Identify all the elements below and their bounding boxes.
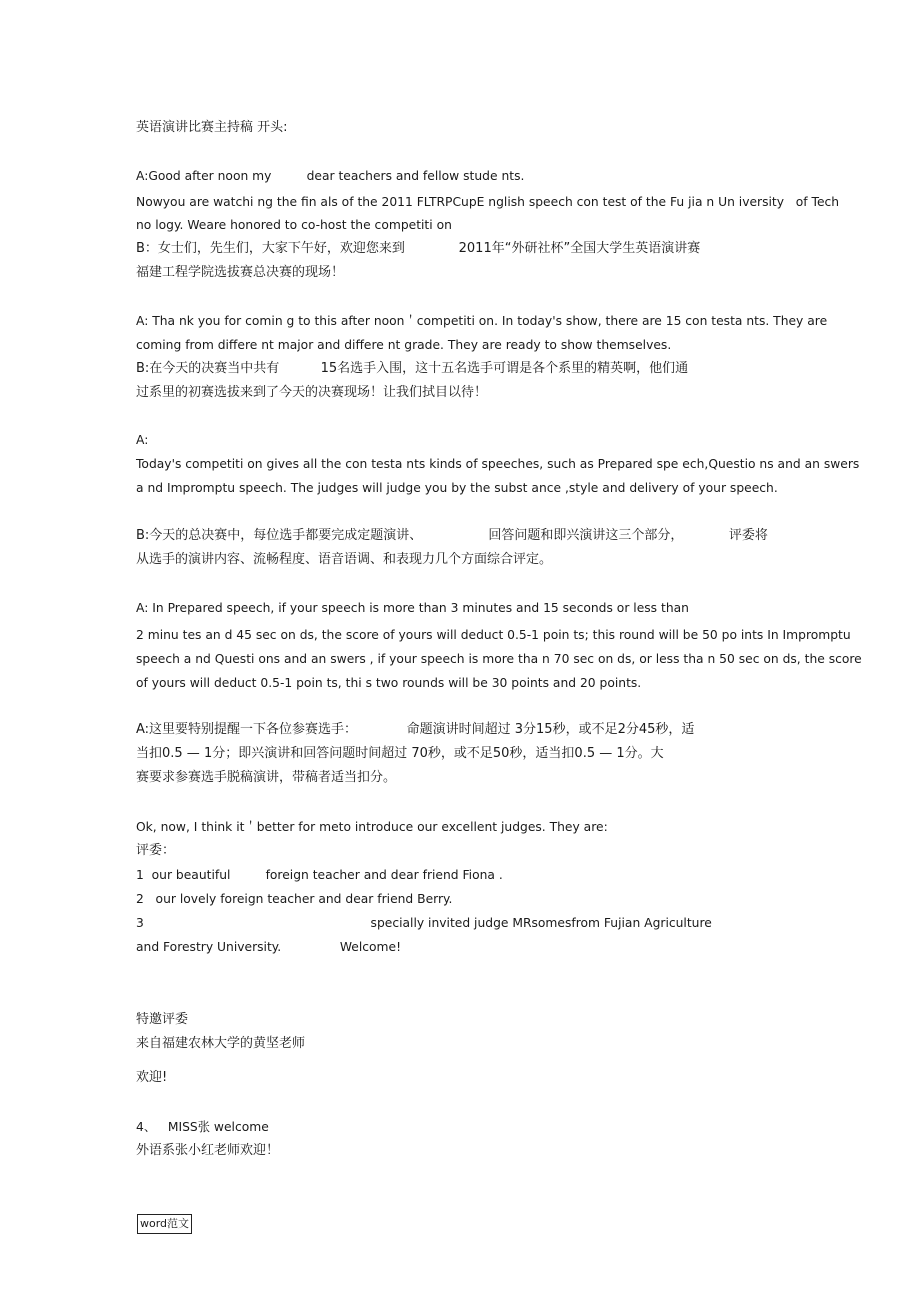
text-line: Today's competiti on gives all the con testa nts kinds of speeches, such as Prepared spe ech,Questio ns and an swers [136, 457, 860, 471]
text-line: 赛要求参赛选手脱稿演讲，带稿者适当扣分。 [136, 770, 397, 785]
text-line: 福建工程学院选拔赛总决赛的现场！ [136, 265, 345, 280]
text-line: a nd Impromptu speech. The judges will judge you by the subst ance ,style and delivery of your speech. [136, 481, 778, 495]
text-line: 1 our beautiful foreign teacher and dear friend Fiona . [136, 868, 503, 882]
text-line: A: [136, 433, 149, 447]
text-line: no logy. Weare honored to co-host the competiti on [136, 218, 452, 232]
text-line: Nowyou are watchi ng the fin als of the 2011 FLTRPCupE nglish speech con test of the Fu jia n Un iversity of Tech [136, 195, 840, 209]
text-line: 欢迎! [136, 1070, 168, 1085]
text-line: 评委： [136, 843, 176, 858]
text-line: 当扣0.5 — 1分；即兴演讲和回答问题时间超过 70秒，或不足50秒，适当扣0.5 — 1分。大 [136, 746, 664, 761]
footer-label: word范文 [137, 1214, 192, 1234]
text-line: 2 our lovely foreign teacher and dear friend Berry. [136, 892, 453, 906]
text-line: A: In Prepared speech, if your speech is more than 3 minutes and 15 seconds or less than [136, 601, 689, 615]
text-line: of yours will deduct 0.5-1 poin ts, thi s two rounds will be 30 points and 20 points. [136, 676, 642, 690]
text-line: Ok, now, I think it＇better for meto introduce our excellent judges. They are: [136, 820, 608, 834]
text-line: 3 specially invited judge MRsomesfrom Fujian Agriculture [136, 916, 712, 930]
text-line: 特邀评委 [136, 1012, 189, 1027]
text-line: B:在今天的决赛当中共有 15名选手入围，这十五名选手可谓是各个系里的精英啊，他们通 [136, 361, 689, 376]
text-line: coming from differe nt major and differe nt grade. They are ready to show themselves. [136, 338, 672, 352]
text-line: A: Tha nk you for comin g to this after noon＇competiti on. In today's show, there are 15 con testa nts. They are [136, 314, 828, 328]
text-line: A:Good after noon my dear teachers and fellow stude nts. [136, 169, 525, 183]
text-line: 从选手的演讲内容、流畅程度、语音语调、和表现力几个方面综合评定。 [136, 552, 553, 567]
text-line: B:今天的总决赛中，每位选手都要完成定题演讲、 回答问题和即兴演讲这三个部分， 评委将 [136, 528, 768, 543]
text-line: 来自福建农林大学的黄坚老师 [136, 1036, 306, 1051]
document-title: 英语演讲比赛主持稿 开头: [136, 120, 288, 135]
text-line: and Forestry University. Welcome! [136, 940, 402, 954]
text-line: speech a nd Questi ons and an swers , if your speech is more tha n 70 sec on ds, or less tha n 50 sec on ds, the score [136, 652, 862, 666]
text-line: B：女士们，先生们，大家下午好，欢迎您来到 2011年“外研社杯”全国大学生英语演讲赛 [136, 241, 701, 256]
text-line: 4、 MISS张 welcome [136, 1120, 269, 1134]
text-line: 过系里的初赛选拔来到了今天的决赛现场！让我们拭目以待！ [136, 385, 488, 400]
text-line: A:这里要特别提醒一下各位参赛选手： 命题演讲时间超过 3分15秒，或不足2分45秒，适 [136, 722, 695, 737]
text-line: 2 minu tes an d 45 sec on ds, the score of yours will deduct 0.5-1 poin ts; this round will be 50 po ints In Impromptu [136, 628, 851, 642]
text-line: 外语系张小红老师欢迎！ [136, 1143, 280, 1158]
